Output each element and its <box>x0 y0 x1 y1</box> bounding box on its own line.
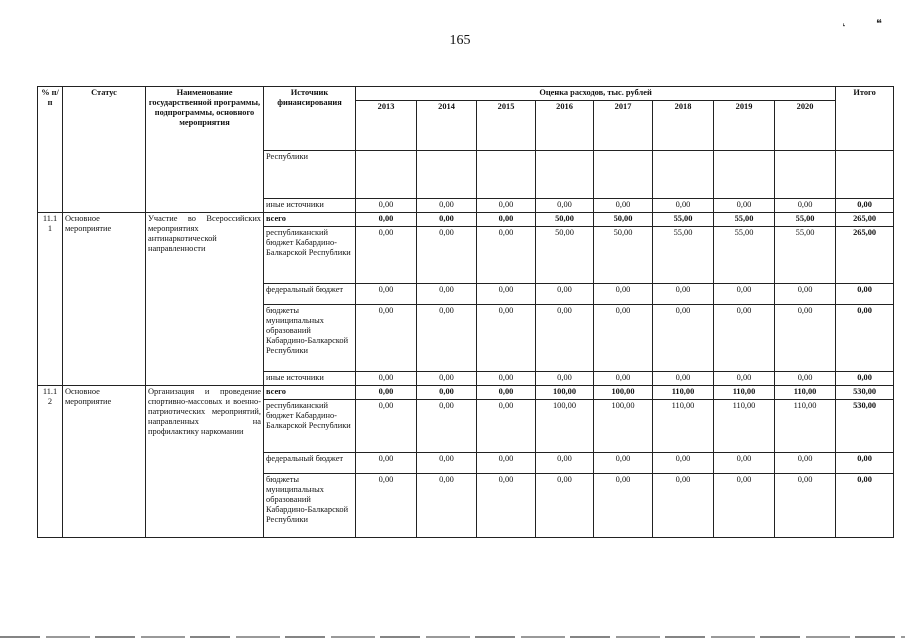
value-cell <box>714 151 775 199</box>
source-cell: иные источники <box>264 199 356 213</box>
value-cell: 50,00 <box>536 227 594 284</box>
value-cell: 55,00 <box>775 227 836 284</box>
value-cell: 0,00 <box>417 400 477 453</box>
source-cell: иные источники <box>264 372 356 386</box>
source-cell: всего <box>264 386 356 400</box>
value-cell: 0,00 <box>536 284 594 305</box>
value-cell: 100,00 <box>594 400 653 453</box>
total-cell: 0,00 <box>836 305 894 372</box>
header-year: 2018 <box>653 101 714 151</box>
value-cell: 0,00 <box>653 372 714 386</box>
value-cell: 0,00 <box>356 213 417 227</box>
value-cell: 0,00 <box>714 474 775 538</box>
value-cell: 50,00 <box>594 227 653 284</box>
table-body <box>38 87 894 538</box>
value-cell: 0,00 <box>417 199 477 213</box>
value-cell: 0,00 <box>536 372 594 386</box>
value-cell: 0,00 <box>653 199 714 213</box>
header-source: Источник финансирования <box>264 87 356 151</box>
total-cell: 265,00 <box>836 227 894 284</box>
value-cell: 0,00 <box>594 199 653 213</box>
source-cell: Республики <box>264 151 356 199</box>
source-cell: всего <box>264 213 356 227</box>
source-cell: республиканский бюджет Кабардино-Балкарской Республики <box>264 227 356 284</box>
value-cell: 0,00 <box>356 227 417 284</box>
source-cell: федеральный бюджет <box>264 284 356 305</box>
value-cell: 0,00 <box>477 372 536 386</box>
value-cell <box>775 151 836 199</box>
total-cell: 0,00 <box>836 474 894 538</box>
value-cell: 0,00 <box>477 474 536 538</box>
budget-table <box>37 86 894 538</box>
value-cell: 0,00 <box>477 305 536 372</box>
scan-mark: ʻ <box>840 19 850 35</box>
value-cell: 0,00 <box>594 284 653 305</box>
value-cell: 0,00 <box>653 474 714 538</box>
value-cell: 0,00 <box>653 284 714 305</box>
value-cell: 0,00 <box>775 305 836 372</box>
status-cell: Основное мероприятие <box>63 386 146 538</box>
header-year: 2013 <box>356 101 417 151</box>
total-cell: 530,00 <box>836 400 894 453</box>
value-cell: 0,00 <box>477 213 536 227</box>
scan-bottom-edge <box>0 636 905 638</box>
value-cell <box>536 151 594 199</box>
value-cell: 0,00 <box>477 386 536 400</box>
status-cell: Основное мероприятие <box>63 213 146 386</box>
value-cell <box>594 151 653 199</box>
value-cell <box>653 151 714 199</box>
header-year: 2017 <box>594 101 653 151</box>
header-year: 2016 <box>536 101 594 151</box>
value-cell: 0,00 <box>477 199 536 213</box>
value-cell: 0,00 <box>356 305 417 372</box>
value-cell: 0,00 <box>653 305 714 372</box>
total-cell <box>836 151 894 199</box>
value-cell: 50,00 <box>536 213 594 227</box>
row-number: 11.1 2 <box>38 386 63 538</box>
value-cell: 0,00 <box>417 453 477 474</box>
value-cell: 0,00 <box>477 453 536 474</box>
value-cell: 0,00 <box>714 453 775 474</box>
value-cell: 100,00 <box>536 386 594 400</box>
value-cell: 0,00 <box>714 305 775 372</box>
header-status: Статус <box>63 87 146 213</box>
value-cell: 0,00 <box>594 372 653 386</box>
total-cell: 0,00 <box>836 199 894 213</box>
value-cell: 0,00 <box>775 284 836 305</box>
value-cell: 55,00 <box>714 227 775 284</box>
total-cell: 0,00 <box>836 453 894 474</box>
header-num: % п/п <box>38 87 63 213</box>
value-cell: 110,00 <box>653 400 714 453</box>
value-cell: 0,00 <box>775 453 836 474</box>
value-cell: 110,00 <box>714 386 775 400</box>
value-cell: 0,00 <box>775 372 836 386</box>
header-year: 2014 <box>417 101 477 151</box>
value-cell: 0,00 <box>477 284 536 305</box>
value-cell: 55,00 <box>775 213 836 227</box>
table-row <box>38 386 894 400</box>
value-cell: 0,00 <box>536 199 594 213</box>
value-cell: 100,00 <box>536 400 594 453</box>
value-cell: 110,00 <box>714 400 775 453</box>
value-cell: 110,00 <box>653 386 714 400</box>
header-year: 2015 <box>477 101 536 151</box>
value-cell: 0,00 <box>594 305 653 372</box>
source-cell: бюджеты муниципальных образований Кабардино-Балкарской Республики <box>264 305 356 372</box>
value-cell: 0,00 <box>417 305 477 372</box>
total-cell: 530,00 <box>836 386 894 400</box>
total-cell: 0,00 <box>836 284 894 305</box>
value-cell: 0,00 <box>356 386 417 400</box>
value-cell: 0,00 <box>536 453 594 474</box>
value-cell: 55,00 <box>714 213 775 227</box>
value-cell: 0,00 <box>775 474 836 538</box>
value-cell: 55,00 <box>653 213 714 227</box>
value-cell: 0,00 <box>417 386 477 400</box>
header-year: 2019 <box>714 101 775 151</box>
value-cell <box>477 151 536 199</box>
row-number: 11.1 1 <box>38 213 63 386</box>
value-cell: 0,00 <box>775 199 836 213</box>
value-cell: 0,00 <box>417 227 477 284</box>
table-row <box>38 213 894 227</box>
value-cell: 100,00 <box>594 386 653 400</box>
value-cell: 0,00 <box>714 372 775 386</box>
value-cell: 0,00 <box>417 213 477 227</box>
page-number: 165 <box>449 33 471 48</box>
budget-table-container <box>37 86 894 538</box>
source-cell: республиканский бюджет Кабардино-Балкарской Республики <box>264 400 356 453</box>
value-cell: 0,00 <box>417 474 477 538</box>
header-year: 2020 <box>775 101 836 151</box>
header-total: Итого <box>836 87 894 151</box>
source-cell: бюджеты муниципальных образований Кабардино-Балкарской Республики <box>264 474 356 538</box>
value-cell: 0,00 <box>417 372 477 386</box>
value-cell <box>356 151 417 199</box>
value-cell: 0,00 <box>356 199 417 213</box>
value-cell: 0,00 <box>356 474 417 538</box>
scan-mark: ❝ <box>876 18 882 30</box>
value-cell: 0,00 <box>594 453 653 474</box>
total-cell: 0,00 <box>836 372 894 386</box>
header-row <box>38 87 894 101</box>
value-cell: 0,00 <box>653 453 714 474</box>
total-cell: 265,00 <box>836 213 894 227</box>
value-cell: 0,00 <box>356 372 417 386</box>
value-cell: 0,00 <box>594 474 653 538</box>
value-cell: 0,00 <box>536 474 594 538</box>
name-cell: Участие во Всероссийских мероприятиях антинаркотической направленности <box>146 213 264 386</box>
value-cell: 50,00 <box>594 213 653 227</box>
value-cell: 55,00 <box>653 227 714 284</box>
source-cell: федеральный бюджет <box>264 453 356 474</box>
value-cell: 0,00 <box>536 305 594 372</box>
value-cell: 110,00 <box>775 386 836 400</box>
value-cell: 0,00 <box>356 453 417 474</box>
value-cell: 0,00 <box>356 284 417 305</box>
value-cell: 0,00 <box>714 199 775 213</box>
header-name: Наименование государственной программы, подпрограммы, основного мероприятия <box>146 87 264 213</box>
value-cell: 0,00 <box>477 400 536 453</box>
value-cell: 0,00 <box>477 227 536 284</box>
value-cell <box>417 151 477 199</box>
value-cell: 110,00 <box>775 400 836 453</box>
value-cell: 0,00 <box>417 284 477 305</box>
value-cell: 0,00 <box>714 284 775 305</box>
header-estimate: Оценка расходов, тыс. рублей <box>356 87 836 101</box>
value-cell: 0,00 <box>356 400 417 453</box>
name-cell: Организация и проведение спортивно-массовых и военно-патриотических мероприятий, направленных на профилактику наркомании <box>146 386 264 538</box>
